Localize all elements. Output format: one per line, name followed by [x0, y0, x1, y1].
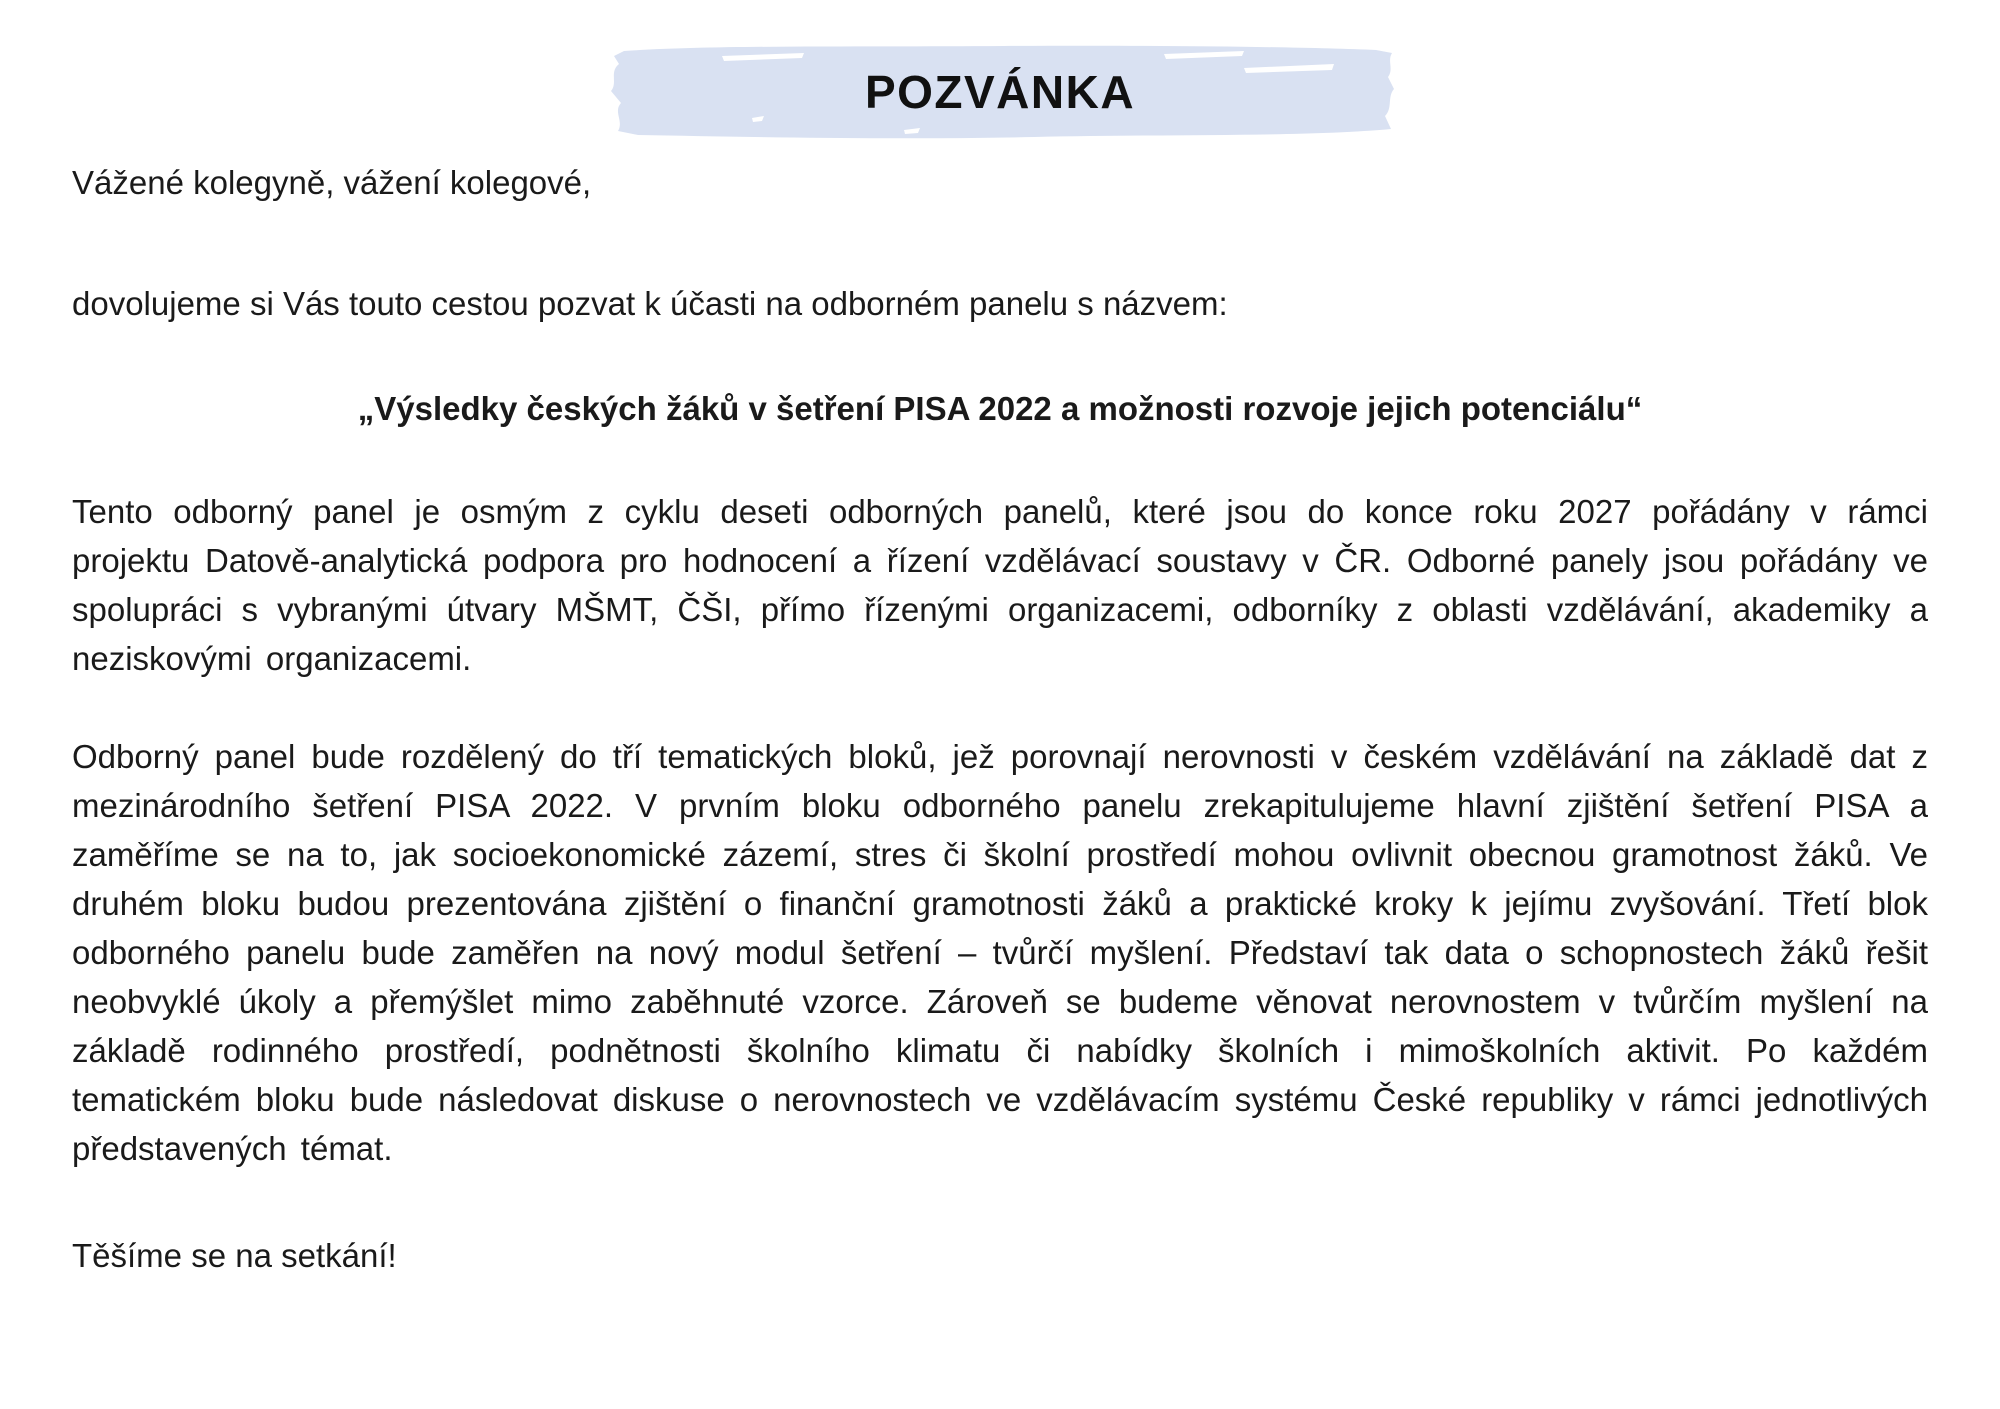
paragraph-about-project: Tento odborný panel je osmým z cyklu deseti odborných panelů, které jsou do konce roku 2027 pořádány v rámci projektu Datově-analytická podpora pro hodnocení a řízení vzdělávací soustavy v ČR. Odborné panely jsou pořádány ve spolupráci s vybranými útvary MŠMT, ČŠI, přímo řízenými organizacemi, odborníky z oblasti vzdělávání, akademiky a neziskovými organizacemi. [72, 493, 1928, 677]
page [0, 42, 2000, 1409]
paragraph-panel-blocks: Odborný panel bude rozdělený do tří tematických bloků, jež porovnají nerovnosti v českém vzdělávání na základě dat z mezinárodního šetření PISA 2022. V prvním bloku odborného panelu zrekapitulujeme hlavní zjištění šetření PISA a zaměříme se na to, jak socioekonomické zázemí, stres či školní prostředí mohou ovlivnit obecnou gramotnost žáků. Ve druhém bloku budou prezentována zjištění o finanční gramotnosti žáků a praktické kroky k jejímu zvyšování. Třetí blok odborného panelu bude zaměřen na nový modul šetření – tvůrčí myšlení. Představí tak data o schopnostech žáků řešit neobvyklé úkoly a přemýšlet mimo zaběhnuté vzorce. Zároveň se budeme věnovat nerovnostem v tvůrčím myšlení na základě rodinného prostředí, podnětnosti školního klimatu či nabídky školních i mimoškolních aktivit. Po každém tematickém bloku bude následovat diskuse o nerovnostech ve vzdělávacím systému České republiky v rámci jednotlivých představených témat. [72, 738, 1928, 1167]
greeting-text: Vážené kolegyně, vážení kolegové, [72, 164, 592, 201]
closing-text: Těšíme se na setkání! [72, 1237, 397, 1274]
title-banner [604, 42, 1396, 142]
intro-text: dovolujeme si Vás touto cestou pozvat k účasti na odborném panelu s názvem: [72, 285, 1228, 322]
invitation-document [0, 42, 2000, 1409]
page-title: POZVÁNKA [864, 66, 1136, 118]
panel-title-text: „Výsledky českých žáků v šetření PISA 2022 a možnosti rozvoje jejich potenciálu“ [357, 390, 1643, 427]
